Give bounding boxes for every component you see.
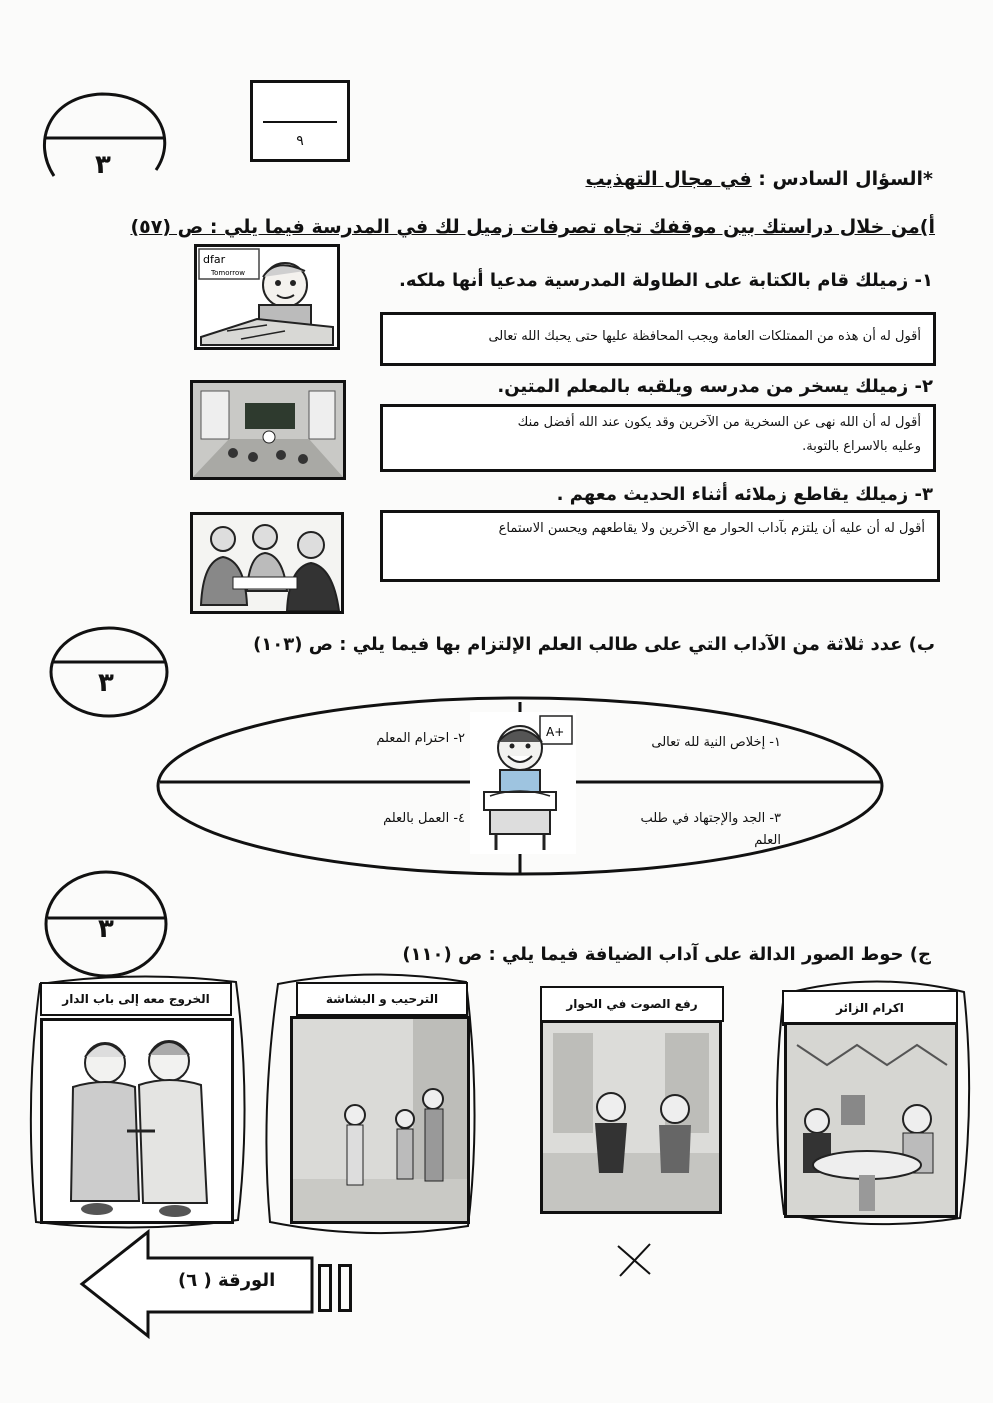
part-a-question-2: ٢- زميلك يسخر من مدرسه ويلقبه بالمعلم المتين. <box>497 376 933 397</box>
page-bar-1 <box>318 1264 332 1312</box>
board-grade-text: A+ <box>546 725 565 739</box>
picture-caption-1: اكرام الزائر <box>782 990 958 1026</box>
question-heading-field: في مجال التهذيب <box>585 168 752 190</box>
part-a-question-3: ٣- زميلك يقاطع زملائه أثناء الحديث معهم . <box>556 484 933 505</box>
total-score-value: ٩ <box>296 133 304 149</box>
page-bar-2 <box>338 1264 352 1312</box>
part-a-answer-1-line1: أقول له أن هذه من الممتلكات العامة ويجب المحافظة عليها حتى يحبك الله تعالى <box>488 329 921 344</box>
part-a-answer-2-line1: أقول له أن الله نهى عن السخرية من الآخرين وقد يكون عند الله أفضل منك <box>517 415 921 430</box>
part-a-intro: أ)من خلال دراستك بين موقفك تجاه تصرفات زميل لك في المدرسة فيما يلي : ص (٥٧) <box>130 216 935 238</box>
part-a-answer-3-line1: أقول له أن عليه أن يلتزم بآداب الحوار مع الآخرين ولا يقاطعهم ويحسن الاستماع <box>498 521 925 536</box>
x-mark-icon <box>614 1240 654 1280</box>
picture-caption-3: الترحيب و البشاشة <box>296 982 468 1016</box>
page-bars-icon <box>318 1264 356 1314</box>
part-a-answer-box-2 <box>380 404 936 472</box>
total-score-divider <box>263 121 337 123</box>
picture-accompanying-to-door <box>40 1018 234 1224</box>
picture-men-talking <box>190 512 344 614</box>
total-score-box <box>250 80 350 162</box>
question-heading-prefix: *السؤال السادس : <box>751 168 933 190</box>
grade-circle-top-score: ٣ <box>95 150 111 180</box>
part-b-intro: ب) عدد ثلاثة من الآداب التي على طالب العلم الإلتزام بها فيما يلي : ص (١٠٣) <box>253 634 935 655</box>
grade-circle-bottom-score: ٣ <box>98 914 114 944</box>
part-c-intro: ج) حوط الصور الدالة على آداب الضيافة فيما يلي : ص (١١٠) <box>402 944 931 965</box>
picture-caption-4: الخروج معه إلى باب الدار <box>40 982 232 1016</box>
question-heading <box>586 168 934 190</box>
picture-caption-2: رفع الصوت في الحوار <box>540 986 724 1022</box>
picture-boy-writing-desk <box>194 244 340 350</box>
part-b-answer-1: ١- إخلاص النية لله تعالى <box>651 735 781 750</box>
part-a-answer-box-1 <box>380 312 936 366</box>
part-a-answer-box-3 <box>380 510 940 582</box>
part-b-answer-4: ٤- العمل بالعلم <box>383 811 465 826</box>
picture-text-dfar: dfar <box>203 253 226 266</box>
part-b-answer-2: ٢- احترام المعلم <box>376 731 465 746</box>
picture-text-tomorrow: Tomorrow <box>211 269 245 277</box>
part-b-answer-3 <box>641 808 781 852</box>
picture-welcoming <box>290 1016 470 1224</box>
part-b-answer-3-line1: ٣- الجد والإجتهاد في طلب <box>640 811 781 826</box>
part-a-answer-2-line2: وعليه بالاسراع بالتوبة. <box>802 439 921 454</box>
page-number-label: الورقة ( ٦) <box>178 1270 276 1291</box>
picture-classroom <box>190 380 346 480</box>
part-b-answer-3-line2: العلم <box>754 833 781 848</box>
picture-raising-voice <box>540 1020 722 1214</box>
picture-honoring-visitor <box>784 1022 958 1218</box>
grade-circle-middle-score: ٣ <box>98 668 114 698</box>
part-a-question-1: ١- زميلك قام بالكتابة على الطاولة المدرسية مدعيا أنها ملكه. <box>399 270 933 291</box>
student-at-desk-icon <box>470 712 576 854</box>
